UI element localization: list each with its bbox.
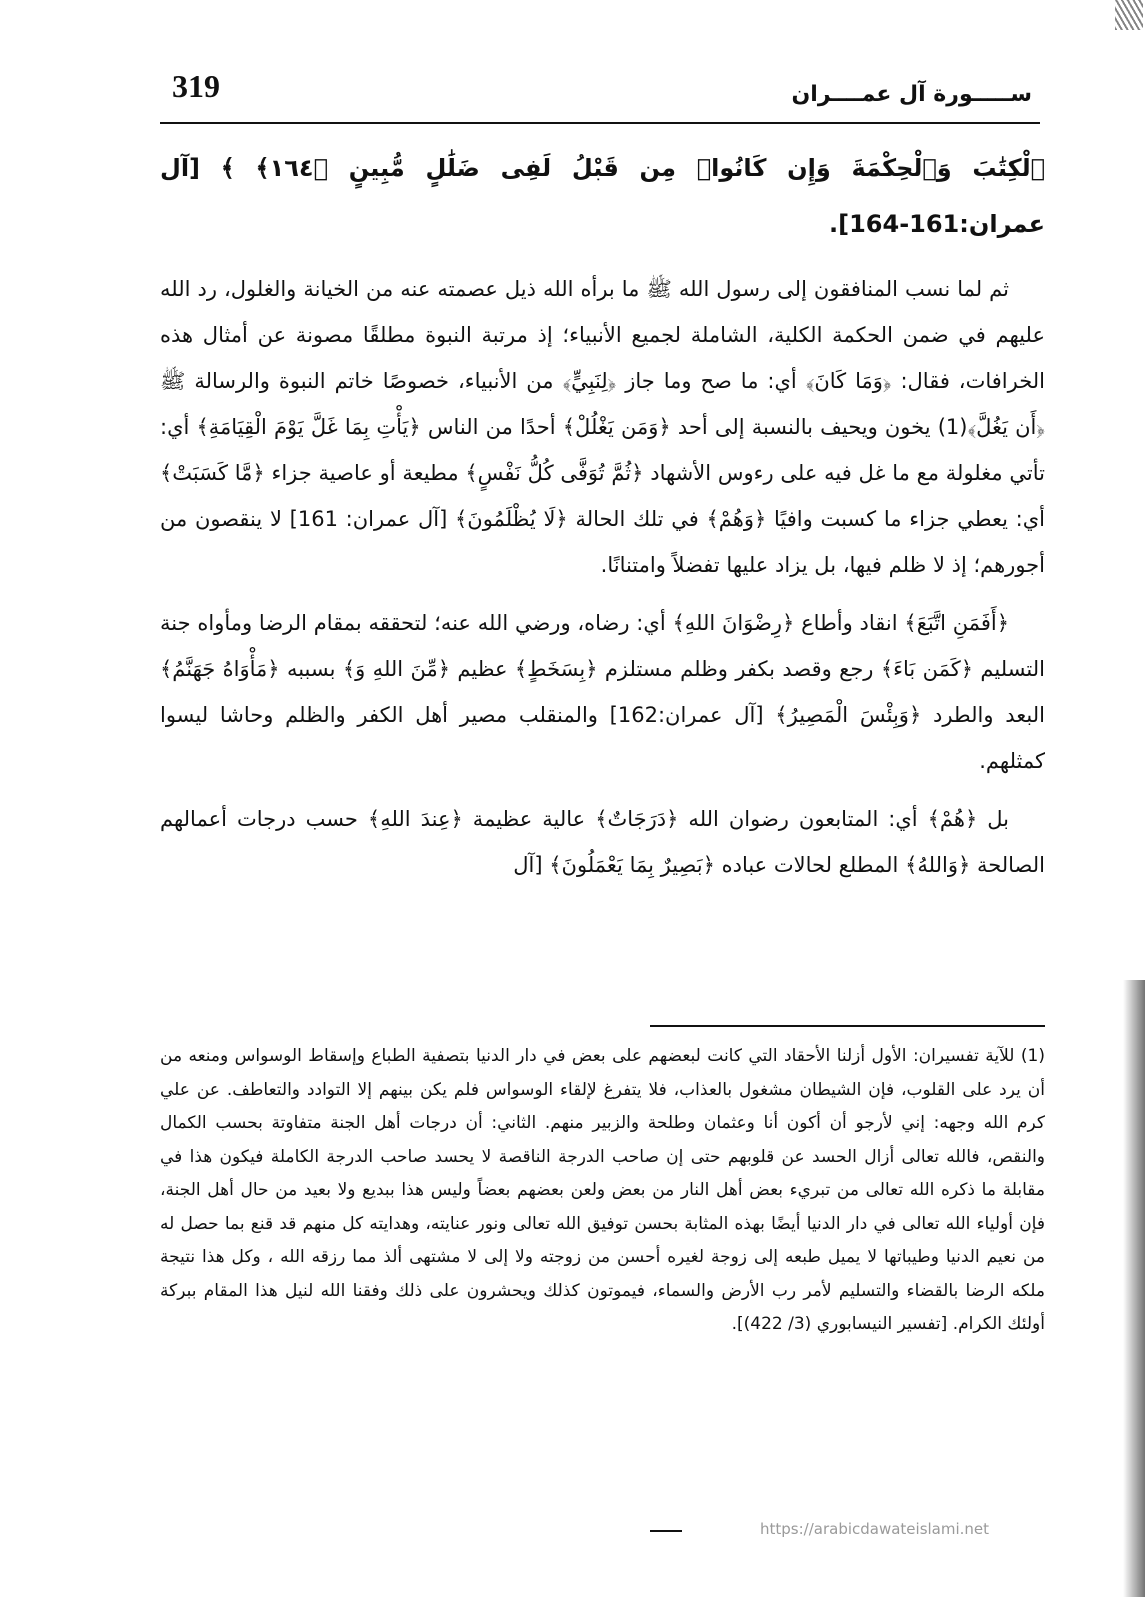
paragraph-1: ثم لما نسب المنافقون إلى رسول الله ﷺ ما برأه الله ذيل عصمته عنه من الخيانة والغلول، رد الله عليهم في ضمن الحكمة الكلية، الشاملة لجميع الأنبياء؛ إذ مرتبة النبوة مطلقًا مصونة عن أمثال هذه الخرافات، فقال: ﴿وَمَا كَانَ﴾ أي: ما صح وما جاز ﴿لِنَبِيٍّ﴾ من الأنبياء، خصوصًا خاتم النبوة والرسالة ﷺ ﴿أَن يَغُلَّ﴾(1) يخون ويحيف بالنسبة إلى أحد ﴿وَمَن يَغْلُلْ﴾ أحدًا من الناس ﴿يَأْتِ بِمَا غَلَّ يَوْمَ الْقِيَامَةِ﴾ أي: تأتي مغلولة مع ما غل فيه على رءوس الأشهاد ﴿ثُمَّ تُوَفَّى كُلُّ نَفْسٍ﴾ مطيعة أو عاصية جزاء ﴿مَّا كَسَبَتْ﴾ أي: يعطي جزاء ما كسبت وافيًا ﴿وَهُمْ﴾ في تلك الحالة ﴿لَا يُظْلَمُونَ﴾ [آل عمران: 161] لا ينقصون من أجورهم؛ إذ لا ظلم فيها، بل يزاد عليها تفضلاً وامتنانًا. xyxy=(160,277,1046,577)
watermark: https://arabicdawateislami.net xyxy=(760,1520,990,1538)
footnote-separator xyxy=(650,1025,1045,1027)
footnote: (1) للآية تفسيران: الأول أزلنا الأحقاد التي كانت لبعضهم على بعض في دار الدنيا بتصفية الطباع وإسقاط الوسواس ومنعه من أن يرد على القلوب، فإن الشيطان مشغول بالعذاب، فلا يتفرغ لإلقاء الوسواس فلم يكن بينهم إلا التوادد والتعاطف. عن علي كرم الله وجهه: إني لأرجو أن أكون أنا وعثمان وطلحة والزبير منهم. الثاني: أن درجات أهل الجنة متفاوتة بحسب الكمال والنقص، فالله تعالى أزال الحسد عن قلوبهم حتى إن صاحب الدرجة الناقصة لا يحسد صاحب الدرجة الكاملة فيكون هذا في مقابلة ما ذكره الله تعالى من تبريء بعض أهل النار من بعض ولعن بعضهم بعضاً وليس هذا ببديع ولا بعيد من حال أهل الجنة، فإن أولياء الله تعالى في دار الدنيا أيضًا بهذه المثابة بحسن توفيق الله تعالى ونور عنايته، وهدايته كل منهم قد قنع بما حصل له من نعيم الدنيا وطيباتها لا يميل طبعه إلى زوجة لغيره أحسن من زوجته ولا إلى لا مشتهى ألذ مما رزقه الله ، وكل هذا نتيجة ملكه الرضا بالقضاء والتسليم لأمر رب الأرض والسماء، فيموتون كذلك ويحشرون على ذلك وفقنا الله لنيل هذا المقام ببركة أولئك الكرام. [تفسير النيسابوري (3/ 422)]. xyxy=(160,1046,1045,1334)
paragraph-2: ﴿أَفَمَنِ اتَّبَعَ﴾ انقاد وأطاع ﴿رِضْوَانَ اللهِ﴾ أي: رضاه، ورضي الله عنه؛ لتحققه بمقام الرضا ومأواه جنة التسليم ﴿كَمَن بَاءَ﴾ رجع وقصد بكفر وظلم مستلزم ﴿بِسَخَطٍ﴾ عظيم ﴿مِّنَ اللهِ وَ﴾ بسببه ﴿مَأْوَاهُ جَهَنَّمُ﴾ البعد والطرد ﴿وَبِئْسَ الْمَصِيرُ﴾ [آل عمران:162] والمنقلب مصير أهل الكفر والظلم وحاشا ليسوا كمثلهم. xyxy=(160,611,1045,773)
bottom-dash xyxy=(650,1530,682,1532)
page-header xyxy=(160,68,1040,118)
header-rule xyxy=(160,122,1040,124)
verse-quote: ٱلْكِتَٰبَ وَٱلْحِكْمَةَ وَإِن كَانُوا۟ مِن قَبْلُ لَفِى ضَلَٰلٍ مُّبِينٍ ﴿١٦٤﴾ ﴾ [آل عمران:161-164]. xyxy=(160,154,1046,238)
paragraph-3: بل ﴿هُمْ﴾ أي: المتابعون رضوان الله ﴿دَرَجَاتٌ﴾ عالية عظيمة ﴿عِندَ اللهِ﴾ حسب درجات أعمالهم الصالحة ﴿وَاللهُ﴾ المطلع لحالات عباده ﴿بَصِيرٌ بِمَا يَعْمَلُونَ﴾ [آل xyxy=(160,807,1045,877)
scan-corner-mark xyxy=(1115,0,1143,30)
main-text xyxy=(160,140,1045,900)
surah-title: ســـــورة آل عمــــران xyxy=(791,82,1032,107)
scan-edge-shadow xyxy=(1123,980,1145,1597)
page-number: 319 xyxy=(172,68,220,104)
